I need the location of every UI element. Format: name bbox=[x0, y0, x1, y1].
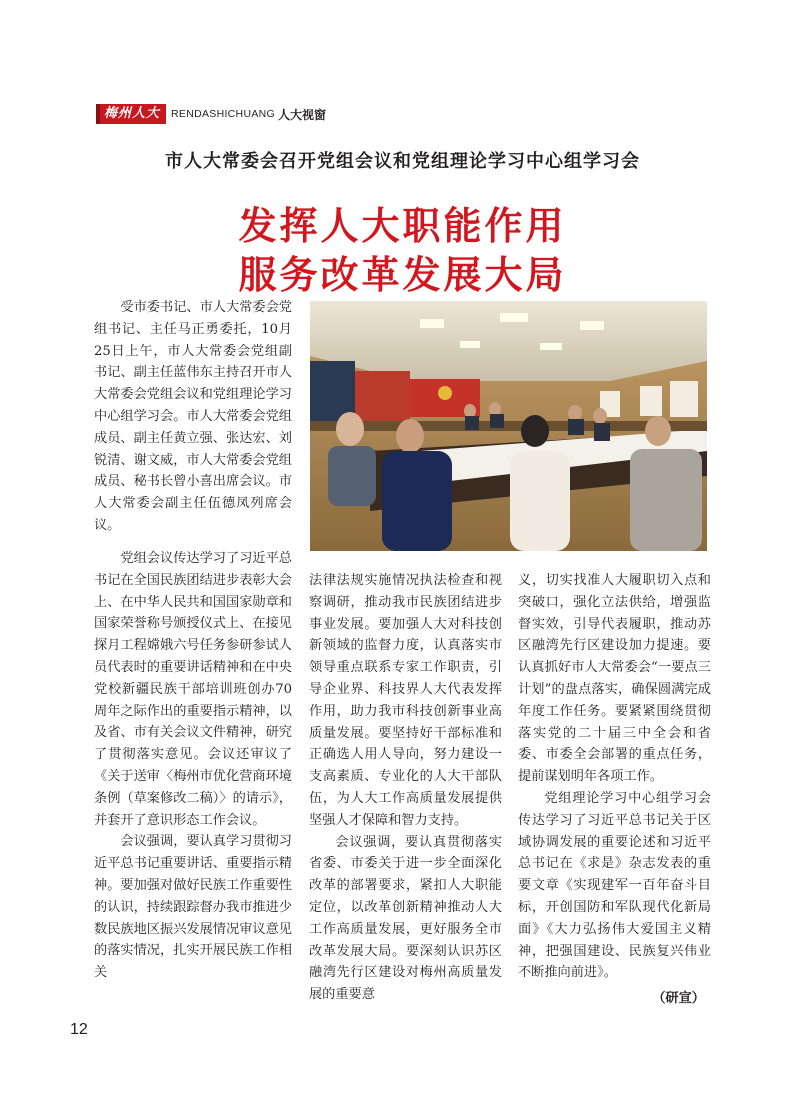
paragraph: 党组会议传达学习了习近平总书记在全国民族团结进步表彰大会上、在中华人民共和国国家勋章和国家荣誉称号颁授仪式上、在接见探月工程嫦娥六号任务参研参试人员代表时的重要讲话精神和在中央党校新疆民族干部培训班创办70周年之际作出的重要指示精神，以及省、市有关会议文件精神，研究了贯彻落实意见。会议还审议了《关于送审〈梅州市优化营商环境条例（草案修改二稿）〉的请示》，并套开了意识形态工作会议。 bbox=[94, 551, 292, 828]
section-name-english: RENDASHICHUANG bbox=[171, 108, 275, 120]
column-1-bottom bbox=[94, 548, 292, 984]
article-subtitle: 市人大常委会召开党组会议和党组理论学习中心组学习会 bbox=[165, 151, 640, 172]
column-3 bbox=[518, 570, 711, 1010]
column-1-top bbox=[94, 297, 292, 537]
page-number: 12 bbox=[70, 1021, 88, 1038]
paragraph-continued: 义，切实找准人大履职切入点和突破口，强化立法供给，增强监督实效，引导代表履职，推动苏区融湾先行区建设加力提速。要认真抓好市人大常委会“一要点三计划”的盘点落实，确保圆满完成年度工作任务。要紧紧围绕贯彻落实党的二十届三中全会和省委、市委全会部署的重点任务，提前谋划明年各项工作。 bbox=[518, 573, 711, 785]
article-title-line2: 服务改革发展大局 bbox=[238, 253, 567, 297]
meeting-photo bbox=[310, 301, 707, 551]
section-header bbox=[96, 103, 326, 125]
paragraph: 会议强调，要认真学习贯彻习近平总书记重要讲话、重要指示精神。要加强对做好民族工作重要性的认识，持续跟踪督办我市推进少数民族地区振兴发展情况审议意见的落实情况，扎实开展民族工作相关 bbox=[94, 834, 292, 981]
paragraph: 受市委书记、市人大常委会党组书记、主任马正勇委托，10月25日上午，市人大常委会党组副书记、副主任蓝伟东主持召开市人大常委会党组会议和党组理论学习中心组学习会。市人大常委会党组成员、副主任黄立强、张达宏、刘锐清、谢文威，市人大常委会党组成员、秘书长曾小喜出席会议。市人大常委会副主任伍德凤列席会议。 bbox=[94, 300, 292, 533]
paragraph: 党组理论学习中心组学习会传达学习了习近平总书记关于区域协调发展的重要论述和习近平总书记在《求是》杂志发表的重要文章《实现建军一百年奋斗目标，开创国防和军队现代化新局面》《大力弘扬伟大爱国主义精神，把强国建设、民族复兴伟业不断推向前进》。 bbox=[518, 790, 711, 981]
column-2 bbox=[309, 570, 502, 1006]
meeting-photo-illustration bbox=[310, 301, 707, 551]
magazine-logo: 梅州人大 bbox=[96, 104, 166, 124]
emblem-icon bbox=[438, 386, 452, 400]
paragraph-continued: 法律法规实施情况执法检查和视察调研，推动我市民族团结进步事业发展。要加强人大对科技创新领域的监督力度，认真落实市领导重点联系专家工作职责，引导企业界、科技界人大代表发挥作用，助力我市科技创新事业高质量发展。要坚持好干部标准和正确选人用人导向，努力建设一支高素质、专业化的人大干部队伍，为人大工作高质量发展提供坚强人才保障和智力支持。 bbox=[309, 573, 502, 828]
author-signoff: （研宣） bbox=[652, 991, 705, 1007]
section-name-chinese: 人大视窗 bbox=[277, 107, 326, 122]
paragraph: 会议强调，要认真贯彻落实省委、市委关于进一步全面深化改革的部署要求，紧扣人大职能定位，以改革创新精神推动人大工作高质量发展，更好服务全市改革发展大局。要深刻认识苏区融湾先行区建设对梅州高质量发展的重要意 bbox=[309, 834, 502, 1003]
article-title-line1: 发挥人大职能作用 bbox=[238, 204, 567, 248]
